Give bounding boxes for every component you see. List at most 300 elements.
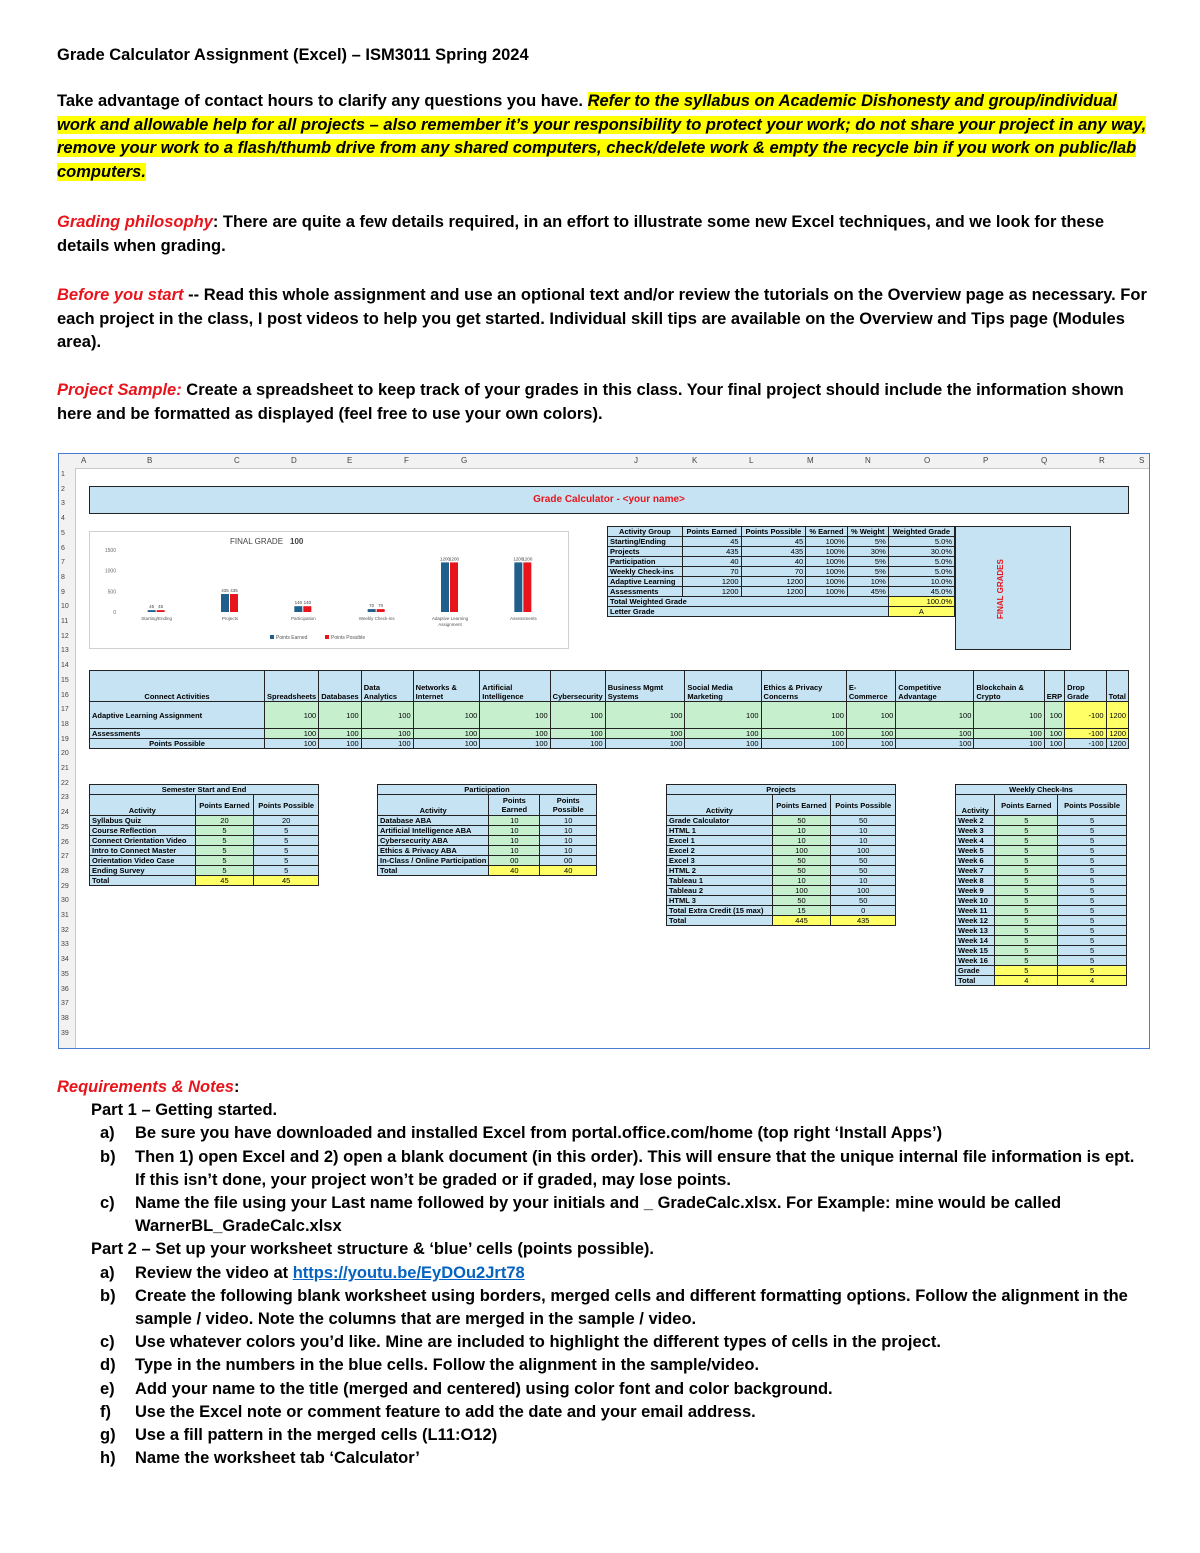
header-cell: Databases [319,671,362,702]
row-header: 30 [61,897,69,905]
table-cell: Cybersecurity ABA [378,836,489,846]
table-row [956,896,1127,906]
list-label: e) [100,1379,115,1398]
list-text: Type in the numbers in the blue cells. Follow the alignment in the sample/video. [135,1356,760,1375]
table-cell: Projects [608,547,683,557]
list-item [57,1192,1147,1238]
table-cell: 40 [741,557,806,567]
table-row [378,785,597,795]
table-cell: 45 [741,537,806,547]
table-cell: 50 [772,856,831,866]
header-cell: Activity [378,795,489,816]
table-row [608,607,955,617]
value-cell: 100 [761,739,846,749]
row-header: 9 [61,588,65,596]
column-headers [59,454,1149,469]
table-cell: 1200 [741,587,806,597]
table-row [90,826,319,836]
list-text: Then 1) open Excel and 2) open a blank document (in this order). This will ensure that the unique internal file information is ept. If this isn’t done, your project won’t be graded or if graded, may lose points. [135,1147,1135,1189]
grading-lead: Grading philosophy [57,213,213,231]
row-label: Adaptive Learning Assignment [90,702,265,729]
table-cell: 100% [806,587,848,597]
table-cell: 5 [995,846,1058,856]
list-item [57,1401,1147,1424]
header-cell: Points Earned [195,795,254,816]
table-cell: 5 [254,836,319,846]
row-header: 1 [61,471,65,478]
column-header: J [634,456,638,465]
header-cell: % Earned [806,527,848,537]
total-cell: Total [378,866,489,876]
list-text: Name the file using your Last name followed by your initials and _ GradeCalc.xlsx. For Example: mine would be called WarnerBL_GradeCalc.xlsx [135,1194,1062,1236]
row-header: 3 [61,500,65,508]
total-label: Total Weighted Grade [608,597,889,607]
table-title: Semester Start and End [90,785,319,795]
chart-bar [450,562,458,612]
list-text: Create the following blank worksheet using borders, merged cells and different formatting options. Follow the alignment in the sample / video. Note the columns that are merged in the sample / video. [135,1286,1128,1329]
table-cell: 5 [995,886,1058,896]
table-row [667,785,896,795]
value-cell: 100 [265,702,319,729]
header-cell: Points Possible [254,795,319,816]
table-cell: Week 9 [956,886,995,896]
table-cell: 15 [772,906,831,916]
column-header: L [749,456,754,465]
table-cell: Syllabus Quiz [90,816,196,826]
table-row [667,795,896,816]
table-row [667,896,896,906]
table-row [378,856,597,866]
table-row [608,557,955,567]
x-tick-label: Assessments [509,616,537,621]
table-cell: 10 [831,826,896,836]
table-cell: HTML 2 [667,866,773,876]
list-label: b) [100,1286,116,1305]
table-cell: 100 [831,886,896,896]
value-cell: 100 [319,729,362,739]
table-row [956,866,1127,876]
table-cell: 5 [1058,856,1127,866]
total-cell: 40 [489,866,540,876]
table-cell: 5.0% [888,557,954,567]
requirements-section [57,1076,1147,1470]
table-title: Weekly Check-Ins [956,785,1127,795]
row-header: 25 [61,823,69,831]
row-header: 4 [61,515,65,523]
list-item [57,1378,1147,1401]
table-cell: 45 [682,537,741,547]
bar-data-label: 140 [303,600,312,606]
table-cell: 5 [995,956,1058,966]
value-cell: 100 [361,739,413,749]
table-cell: Excel 1 [667,836,773,846]
table-cell: Tableau 2 [667,886,773,896]
table-row [90,729,1129,739]
chart-bar [230,594,238,612]
table-cell: 5 [1058,886,1127,896]
table-cell: 5 [995,856,1058,866]
table-cell: 5 [254,856,319,866]
chart-bar [377,609,385,612]
row-header: 29 [61,882,69,890]
table-cell: 5 [1058,916,1127,926]
final-grades-label: FINAL GRADES [996,559,1005,619]
list-item [57,1146,1147,1192]
value-cell: 100 [480,702,550,729]
part2-a-text: Review the video at [135,1263,293,1282]
table-cell: 5 [995,876,1058,886]
chart-bar [148,610,156,612]
table-cell: 5 [195,836,254,846]
table-row [90,785,319,795]
bar-data-label: 1200 [522,556,533,562]
list-text: Use a fill pattern in the merged cells (L11:O12) [135,1426,498,1445]
value-cell: 100 [480,729,550,739]
table-cell: Connect Orientation Video [90,836,196,846]
part2-item-a [57,1262,1147,1285]
table-cell: 5 [995,826,1058,836]
row-header: 22 [61,779,69,787]
table-cell: 30% [847,547,888,557]
table-row [956,826,1127,836]
row-header: 10 [61,603,69,611]
table-cell: 5 [1058,946,1127,956]
row-header: 32 [61,926,69,934]
table-cell: 50 [831,866,896,876]
table-row [667,856,896,866]
header-cell: Connect Activities [90,671,265,702]
column-header: R [1099,456,1105,465]
table-cell: 5 [995,816,1058,826]
row-header: 18 [61,720,69,728]
table-cell: 20 [195,816,254,826]
table-cell: 5 [1058,836,1127,846]
intro-paragraph [57,90,1147,184]
table-row [667,886,896,896]
value-cell: 100 [974,739,1044,749]
table-cell: 100% [806,577,848,587]
table-cell: 5 [1058,826,1127,836]
total-value: 100.0% [888,597,954,607]
table-row [608,577,955,587]
value-cell: 100 [1044,729,1064,739]
table-cell: 1200 [741,577,806,587]
value-cell: -100 [1065,739,1106,749]
header-cell: Weighted Grade [888,527,954,537]
table-cell: 50 [831,856,896,866]
header-cell: Activity [667,795,773,816]
table-cell: Week 16 [956,956,995,966]
table-cell: Database ABA [378,816,489,826]
list-text: Use the Excel note or comment feature to add the date and your email address. [135,1402,756,1421]
table-row [956,976,1127,986]
header-cell: Points Possible [831,795,896,816]
table-row [667,826,896,836]
header-cell: Points Possible [1058,795,1127,816]
row-header: 13 [61,647,69,655]
total-cell: Total [90,876,196,886]
total-cell: 435 [831,916,896,926]
table-cell: 100 [772,886,831,896]
table-cell: Artificial Intelligence ABA [378,826,489,836]
bar-data-label: 435 [230,588,238,594]
final-grades-box [955,526,1071,650]
table-row [667,846,896,856]
list-text: Name the worksheet tab ‘Calculator’ [135,1449,420,1468]
grade-cell: 5 [1058,966,1127,976]
column-header: D [291,456,297,465]
table-cell: 5 [1058,816,1127,826]
y-tick-label: 500 [107,589,116,596]
list-label: b) [100,1147,116,1166]
list-item [57,1331,1147,1354]
table-cell: 5.0% [888,537,954,547]
list-text: Add your name to the title (merged and centered) using color font and color background. [135,1379,833,1398]
value-cell: 100 [605,729,685,739]
chart-bar [514,562,522,612]
table-cell: 10 [772,876,831,886]
table-cell: 70 [682,567,741,577]
value-cell: 100 [685,729,761,739]
bar-data-label: 45 [149,604,155,610]
total-cell: 40 [540,866,597,876]
video-link[interactable]: https://youtu.be/EyDOu2Jrt78 [292,1263,525,1282]
table-cell: Week 12 [956,916,995,926]
table-cell: 5 [195,856,254,866]
row-header: 20 [61,750,69,758]
x-tick-label-extra: Assignment [438,622,462,627]
table-row [378,795,597,816]
value-cell: 100 [265,729,319,739]
x-tick-label: Participation [290,616,316,621]
table-cell: 5 [1058,876,1127,886]
chart-bar [221,594,229,612]
table-cell: Ending Survey [90,866,196,876]
bar-data-label: 140 [294,600,303,606]
grade-cell: Grade [956,966,995,976]
table-cell: Adaptive Learning [608,577,683,587]
value-cell: -100 [1065,702,1106,729]
table-cell: 5 [1058,926,1127,936]
table-row [667,916,896,926]
table-cell: 00 [489,856,540,866]
table-cell: Ethics & Privacy ABA [378,846,489,856]
legend-label: Points Earned [276,635,308,641]
row-header: 21 [61,765,69,772]
value-cell: 100 [974,702,1044,729]
table-cell: 20 [254,816,319,826]
table-cell: 30.0% [888,547,954,557]
table-cell: Week 10 [956,896,995,906]
requirements-heading-colon: : [233,1078,240,1096]
table-cell: 45% [847,587,888,597]
table-cell: 50 [772,866,831,876]
value-cell: 100 [319,702,362,729]
table-cell: 5 [995,906,1058,916]
header-cell: Blockchain & Crypto [974,671,1044,702]
table-cell: Starting/Ending [608,537,683,547]
semester-table [89,784,319,886]
header-cell: Spreadsheets [265,671,319,702]
grading-text: : There are quite a few details required, in an effort to illustrate some new Excel techniques, and we look for these details when grading. [57,213,1105,255]
column-header: A [81,456,87,465]
legend-swatch [270,635,274,639]
document-title: Grade Calculator Assignment (Excel) – ISM3011 Spring 2024 [57,46,529,64]
header-cell: Competitive Advantage [896,671,974,702]
table-cell: 10 [489,836,540,846]
part2-heading: Part 2 – Set up your worksheet structure & ‘blue’ cells (points possible). [91,1240,654,1259]
table-row [956,926,1127,936]
table-row [90,846,319,856]
row-header: 8 [61,573,65,581]
table-cell: 5 [254,846,319,856]
value-cell: 100 [413,702,480,729]
table-row [956,966,1127,976]
value-cell: 100 [1044,702,1064,729]
y-tick-label: 1000 [104,568,116,575]
table-cell: Week 4 [956,836,995,846]
table-cell: 5 [1058,936,1127,946]
column-header: K [692,456,698,465]
list-label: a) [100,1124,115,1143]
table-cell: 435 [682,547,741,557]
list-item [57,1354,1147,1377]
value-cell: 100 [896,729,974,739]
table-row [956,836,1127,846]
table-cell: Week 5 [956,846,995,856]
value-cell: 100 [761,729,846,739]
header-cell: Points Earned [489,795,540,816]
weekly-checkins-table [955,784,1127,986]
table-title: Projects [667,785,896,795]
grading-paragraph [57,211,1147,258]
table-cell: 10 [540,816,597,826]
header-cell: Points Possible [540,795,597,816]
table-cell: Week 8 [956,876,995,886]
list-label: c) [100,1333,115,1352]
table-cell: 5% [847,537,888,547]
header-cell: Ethics & Privacy Concerns [761,671,846,702]
table-cell: Week 15 [956,946,995,956]
value-cell: 1200 [1106,739,1128,749]
table-cell: 70 [741,567,806,577]
value-cell: 100 [413,729,480,739]
header-cell: Drop Grade [1065,671,1106,702]
chart-bar [303,606,311,612]
header-cell: Business Mgmt Systems [605,671,685,702]
table-cell: 1200 [682,587,741,597]
requirements-heading: Requirements & Notes [57,1078,234,1096]
list-item [57,1285,1147,1331]
value-cell: 100 [896,702,974,729]
table-cell: In-Class / Online Participation [378,856,489,866]
value-cell: 100 [685,702,761,729]
value-cell: 100 [605,702,685,729]
table-cell: 10 [772,826,831,836]
projects-table [666,784,896,926]
table-row [956,936,1127,946]
list-item [57,1447,1147,1470]
header-cell: Activity [956,795,995,816]
column-header: F [404,456,409,465]
table-cell: 5% [847,567,888,577]
bar-data-label: 1200 [439,556,451,562]
list-label: g) [100,1426,116,1445]
bar-data-label: 70 [369,603,375,609]
header-cell: Points Earned [995,795,1058,816]
total-cell: 45 [195,876,254,886]
header-cell: Total [1106,671,1128,702]
table-cell: 50 [831,896,896,906]
column-header: O [924,456,931,465]
header-cell: Points Possible [741,527,806,537]
row-header: 6 [61,544,65,552]
value-cell: 100 [413,739,480,749]
column-header: C [234,456,240,465]
table-cell: 10 [540,836,597,846]
table-cell: 5 [995,926,1058,936]
value-cell: 100 [361,729,413,739]
chart-title: FINAL GRADE [230,537,284,546]
total-cell: 4 [995,976,1058,986]
column-header: N [865,456,871,465]
table-cell: 45.0% [888,587,954,597]
table-row [608,527,955,537]
value-cell: -100 [1065,729,1106,739]
table-cell: 10 [489,826,540,836]
table-row [956,816,1127,826]
table-row [608,597,955,607]
table-title: Participation [378,785,597,795]
chart-bar [441,562,449,612]
part1-list [57,1122,1147,1238]
value-cell: 100 [896,739,974,749]
row-header: 34 [61,956,69,964]
chart-bar [157,610,165,612]
table-cell: 5% [847,557,888,567]
legend-label: Points Possible [331,635,366,641]
table-row [90,795,319,816]
table-cell: 10 [831,836,896,846]
row-header: 36 [61,985,69,993]
list-text: Be sure you have downloaded and installed Excel from portal.office.com/home (top right ‘Install Apps’) [135,1124,943,1143]
row-header: 35 [61,970,69,978]
table-cell: 5 [254,826,319,836]
value-cell: 100 [761,702,846,729]
bar-data-label: 1200 [448,556,460,562]
x-tick-label: Adaptive Learning [431,616,469,621]
table-row [90,876,319,886]
table-cell: 00 [540,856,597,866]
row-label: Assessments [90,729,265,739]
header-cell: ERP [1044,671,1064,702]
table-cell: 100% [806,537,848,547]
list-label: c) [100,1194,115,1213]
table-cell: 40 [682,557,741,567]
value-cell: 1200 [1106,729,1128,739]
table-cell: 10.0% [888,577,954,587]
value-cell: 100 [550,739,605,749]
table-cell: Week 11 [956,906,995,916]
header-cell: Networks & Internet [413,671,480,702]
table-cell: 100 [831,846,896,856]
table-cell: 10 [831,876,896,886]
list-item [57,1424,1147,1447]
table-cell: 1200 [682,577,741,587]
table-row [956,795,1127,816]
sample-text: Create a spreadsheet to keep track of your grades in this class. Your final project should include the information shown here and be formatted as displayed (feel free to use your own colors). [57,381,1124,423]
letter-label: Letter Grade [608,607,889,617]
